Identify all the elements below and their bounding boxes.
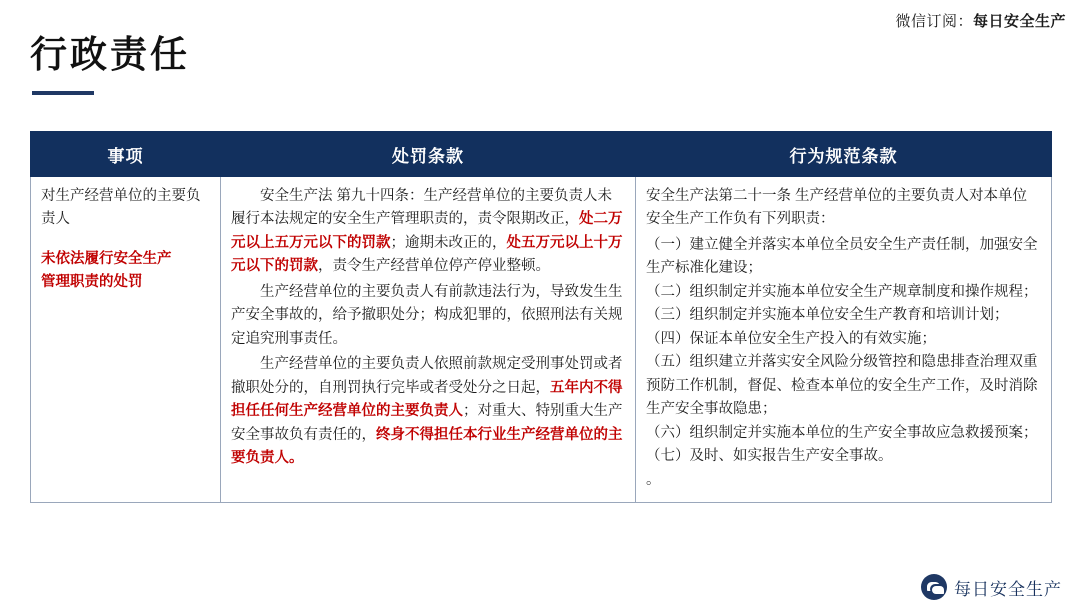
norm-item-8: 。 (646, 471, 661, 488)
norm-item-3: （三）组织制定并实施本单位安全生产教育和培训计划； (646, 307, 1009, 324)
wechat-account-name: 每日安全生产 (972, 13, 1066, 30)
penalty-text-1-5: ，责令生产经营单位停产停业整顿。 (318, 258, 550, 275)
responsibility-table (30, 131, 1052, 503)
table-row (31, 177, 1052, 503)
cell-item (31, 177, 221, 503)
norm-item-5: （五）组织建立并落实安全风险分级管控和隐患排查治理双重预防工作机制，督促、检查本单位的安全生产工作，及时消除生产安全事故隐患； (646, 354, 1038, 418)
penalty-text-1-1: 安全生产法 第九十四条：生产经营单位的主要负责人未履行本法规定的安全生产管理职责的，责令限期改正， (231, 188, 613, 228)
item-highlight-line2: 管理职责的处罚 (41, 274, 143, 291)
penalty-paragraph-1 (231, 185, 625, 279)
penalty-text-3-3: ；对重大、特别重大生产安全事故负有责任的， (231, 403, 623, 443)
cell-penalty (221, 177, 636, 503)
item-highlight-text (41, 248, 210, 295)
norm-item-6: （六）组织制定并实施本单位的生产安全事故应急救援预案； (646, 424, 1038, 441)
column-header-penalty: 处罚条款 (221, 132, 636, 177)
column-header-item: 事项 (31, 132, 221, 177)
penalty-text-1-3: ；逾期未改正的， (390, 234, 507, 251)
wechat-label: 微信订阅： (895, 13, 973, 30)
penalty-text-2-1: 生产经营单位的主要负责人有前款违法行为，导致发生生产安全事故的，给予撤职处分；构成犯罪的，依照刑法有关规定追究刑事责任。 (231, 283, 623, 347)
wechat-subscription-note (895, 10, 1066, 31)
norm-item-4: （四）保证本单位安全生产投入的有效实施； (646, 330, 936, 347)
penalty-paragraph-2 (231, 281, 625, 351)
wechat-logo-icon (921, 574, 947, 600)
penalty-highlight-1-2: 处二万元以上五万元以下的罚款 (231, 211, 623, 251)
item-subject-text: 对生产经营单位的主要负责人 (41, 188, 201, 228)
item-highlight-line1: 未依法履行安全生产 (41, 250, 172, 267)
penalty-highlight-1-4: 处五万元以上十万元以下的罚款 (231, 234, 623, 275)
page-title: 行政责任 (30, 34, 190, 75)
column-header-norm: 行为规范条款 (636, 132, 1052, 177)
table-header-row (31, 132, 1052, 177)
penalty-highlight-3-4: 终身不得担任本行业生产经营单位的主要负责人。 (231, 426, 623, 467)
penalty-body (231, 185, 625, 471)
footer-logo (921, 574, 1062, 600)
cell-norm (636, 177, 1052, 503)
norm-intro: 安全生产法第二十一条 生产经营单位的主要负责人对本单位安全生产工作负有下列职责： (646, 188, 1028, 228)
penalty-text-3-1: 生产经营单位的主要负责人依照前款规定受刑事处罚或者撤职处分的，自刑罚执行完毕或者受处分之日起， (231, 356, 623, 396)
norm-item-list (646, 234, 1041, 492)
content-table-wrapper (30, 131, 1051, 608)
norm-item-1: （一）建立健全并落实本单位全员安全生产责任制，加强安全生产标准化建设； (646, 236, 1038, 277)
norm-item-2: （二）组织制定并实施本单位安全生产规章制度和操作规程； (646, 283, 1038, 300)
penalty-highlight-3-2: 五年内不得担任任何生产经营单位的主要负责人 (231, 379, 623, 420)
penalty-paragraph-3 (231, 353, 625, 470)
title-underline (32, 91, 94, 95)
norm-item-7: （七）及时、如实报告生产安全事故。 (646, 448, 893, 465)
footer-logo-text: 每日安全生产 (954, 579, 1062, 599)
